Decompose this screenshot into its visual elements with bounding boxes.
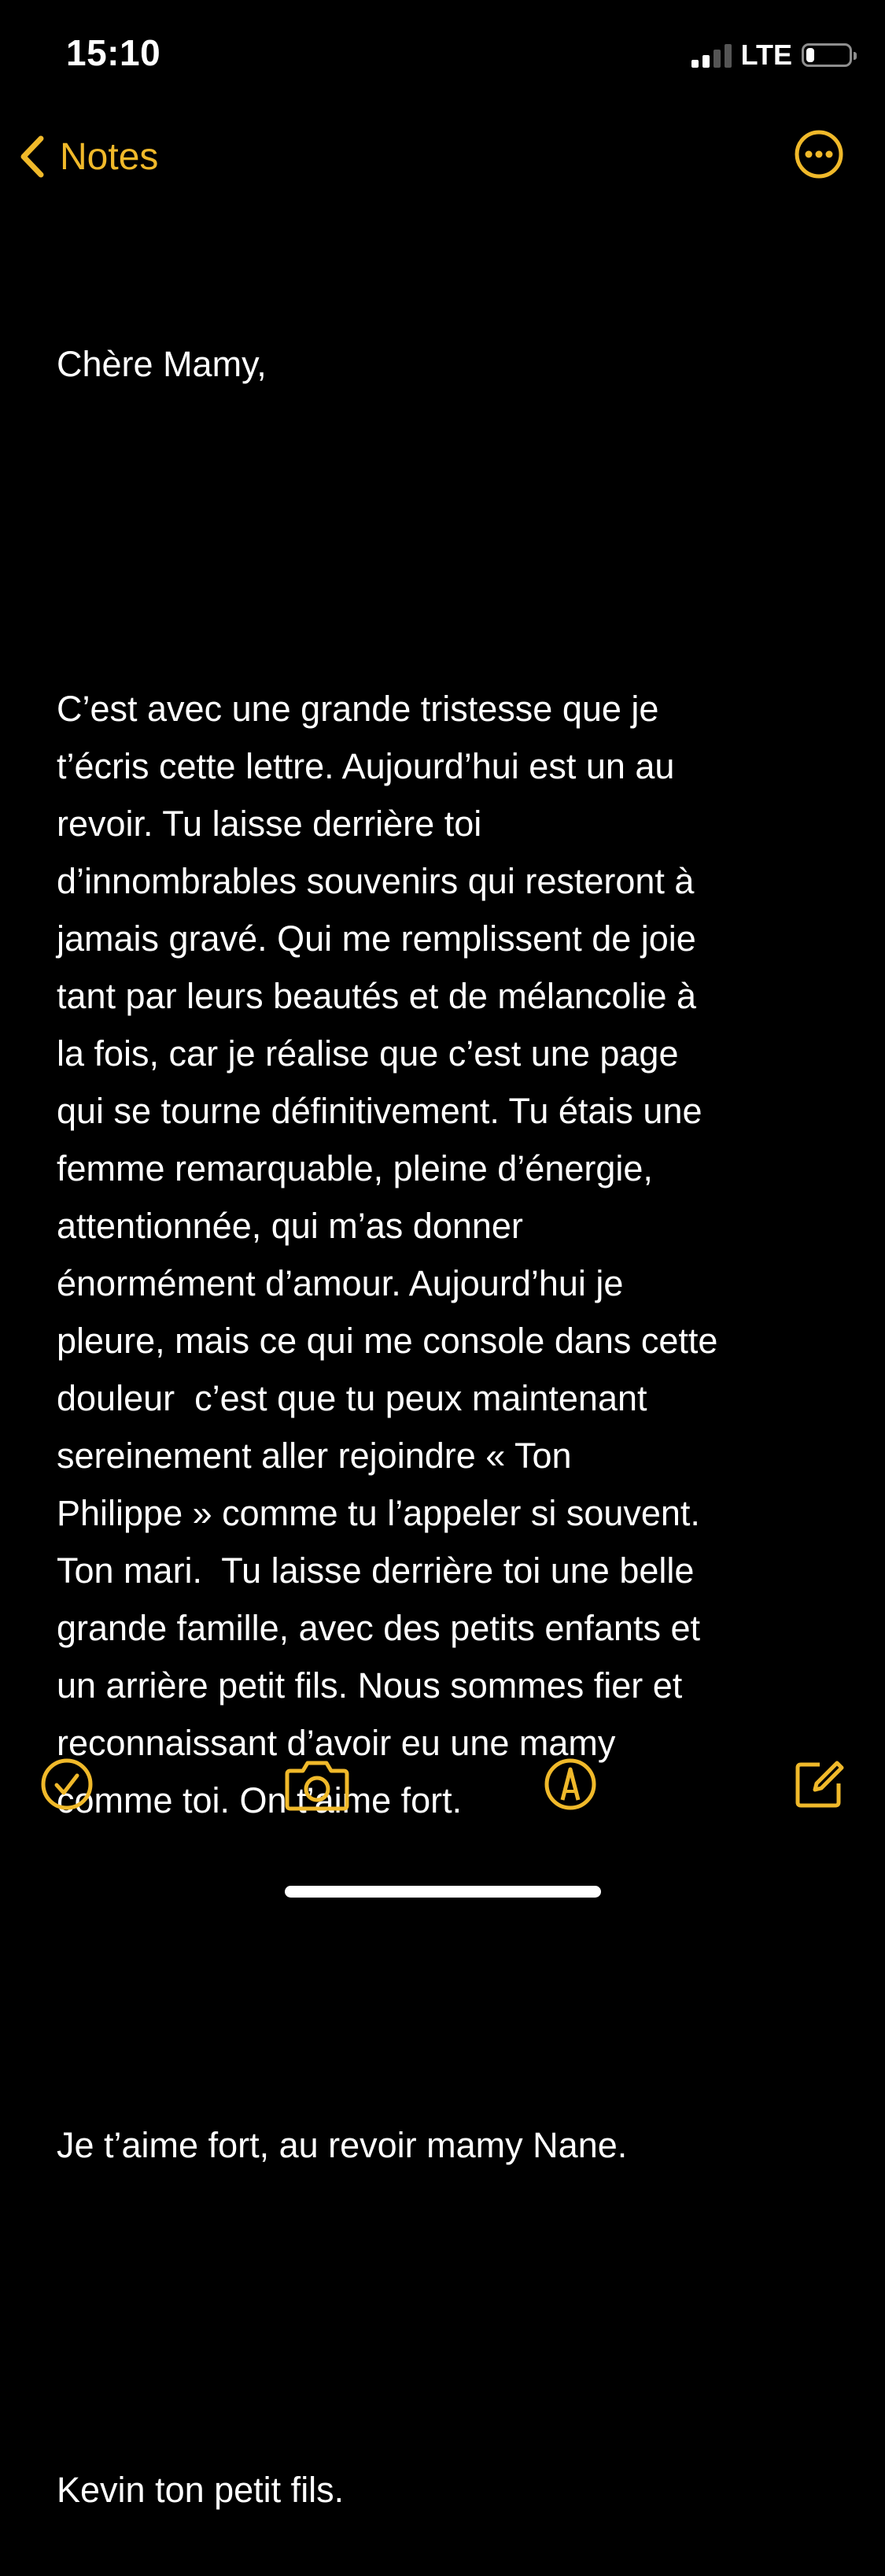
back-label: Notes	[60, 135, 159, 178]
note-farewell: Je t’aime fort, au revoir mamy Nane.	[57, 2125, 628, 2165]
note-line: Philippe » comme tu l’appeler si souvent.	[57, 1493, 700, 1533]
battery-icon	[802, 43, 852, 67]
back-button[interactable]	[19, 134, 158, 179]
markup-button[interactable]	[535, 1749, 606, 1820]
note-line: jamais gravé. Qui me remplissent de joie	[57, 918, 696, 959]
paragraph-spacer	[57, 508, 843, 565]
note-line: énormément d’amour. Aujourd’hui je	[57, 1263, 624, 1303]
compose-button[interactable]	[784, 1749, 854, 1820]
note-line: t’écris cette lettre. Aujourd’hui est un au	[57, 746, 675, 786]
checklist-button[interactable]	[31, 1749, 102, 1820]
more-options-button[interactable]	[794, 129, 844, 179]
note-line: revoir. Tu laisse derrière toi	[57, 804, 482, 844]
camera-icon	[284, 1757, 350, 1812]
note-line: Ton mari. Tu laisse derrière toi une belle	[57, 1550, 695, 1591]
battery-level	[806, 48, 814, 62]
status-indicators	[691, 39, 852, 71]
note-text-area[interactable]	[57, 220, 843, 2576]
note-line: douleur c’est que tu peux maintenant	[57, 1378, 647, 1418]
home-indicator[interactable]	[285, 1886, 601, 1898]
note-line: reconnaissant d’avoir eu une mamy	[57, 1723, 616, 1763]
status-bar	[0, 0, 885, 110]
note-line: attentionnée, qui m’as donner	[57, 1206, 523, 1246]
cellular-signal-icon	[691, 43, 732, 68]
note-line: un arrière petit fils. Nous sommes fier et	[57, 1665, 683, 1706]
note-line: grande famille, avec des petits enfants et	[57, 1608, 700, 1648]
note-greeting: Chère Mamy,	[57, 344, 267, 384]
ellipsis-circle-icon	[794, 129, 844, 179]
paragraph-spacer	[57, 2289, 843, 2346]
note-line: la fois, car je réalise que c’est une page	[57, 1033, 679, 1074]
compose-icon	[791, 1757, 846, 1812]
bottom-toolbar	[0, 1749, 885, 1820]
paragraph-spacer	[57, 1944, 843, 2001]
note-line: comme toi. On t’aime fort.	[57, 1780, 463, 1820]
status-time: 15:10	[66, 32, 161, 73]
markup-pen-icon	[543, 1757, 598, 1812]
note-line: tant par leurs beautés et de mélancolie à	[57, 976, 697, 1016]
note-signature: Kevin ton petit fils.	[57, 2470, 345, 2510]
network-type: LTE	[740, 39, 792, 71]
camera-button[interactable]	[282, 1749, 352, 1820]
note-line: d’innombrables souvenirs qui resteront à	[57, 861, 695, 901]
chevron-left-icon	[19, 134, 46, 179]
nav-bar	[0, 118, 885, 197]
note-line: C’est avec une grande tristesse que je	[57, 689, 659, 729]
note-line: femme remarquable, pleine d’énergie,	[57, 1148, 653, 1188]
checklist-icon	[39, 1757, 94, 1812]
note-paragraph	[57, 680, 843, 1829]
note-line: sereinement aller rejoindre « Ton	[57, 1436, 572, 1476]
note-line: pleure, mais ce qui me console dans cette	[57, 1321, 718, 1361]
note-line: qui se tourne définitivement. Tu étais une	[57, 1091, 702, 1131]
